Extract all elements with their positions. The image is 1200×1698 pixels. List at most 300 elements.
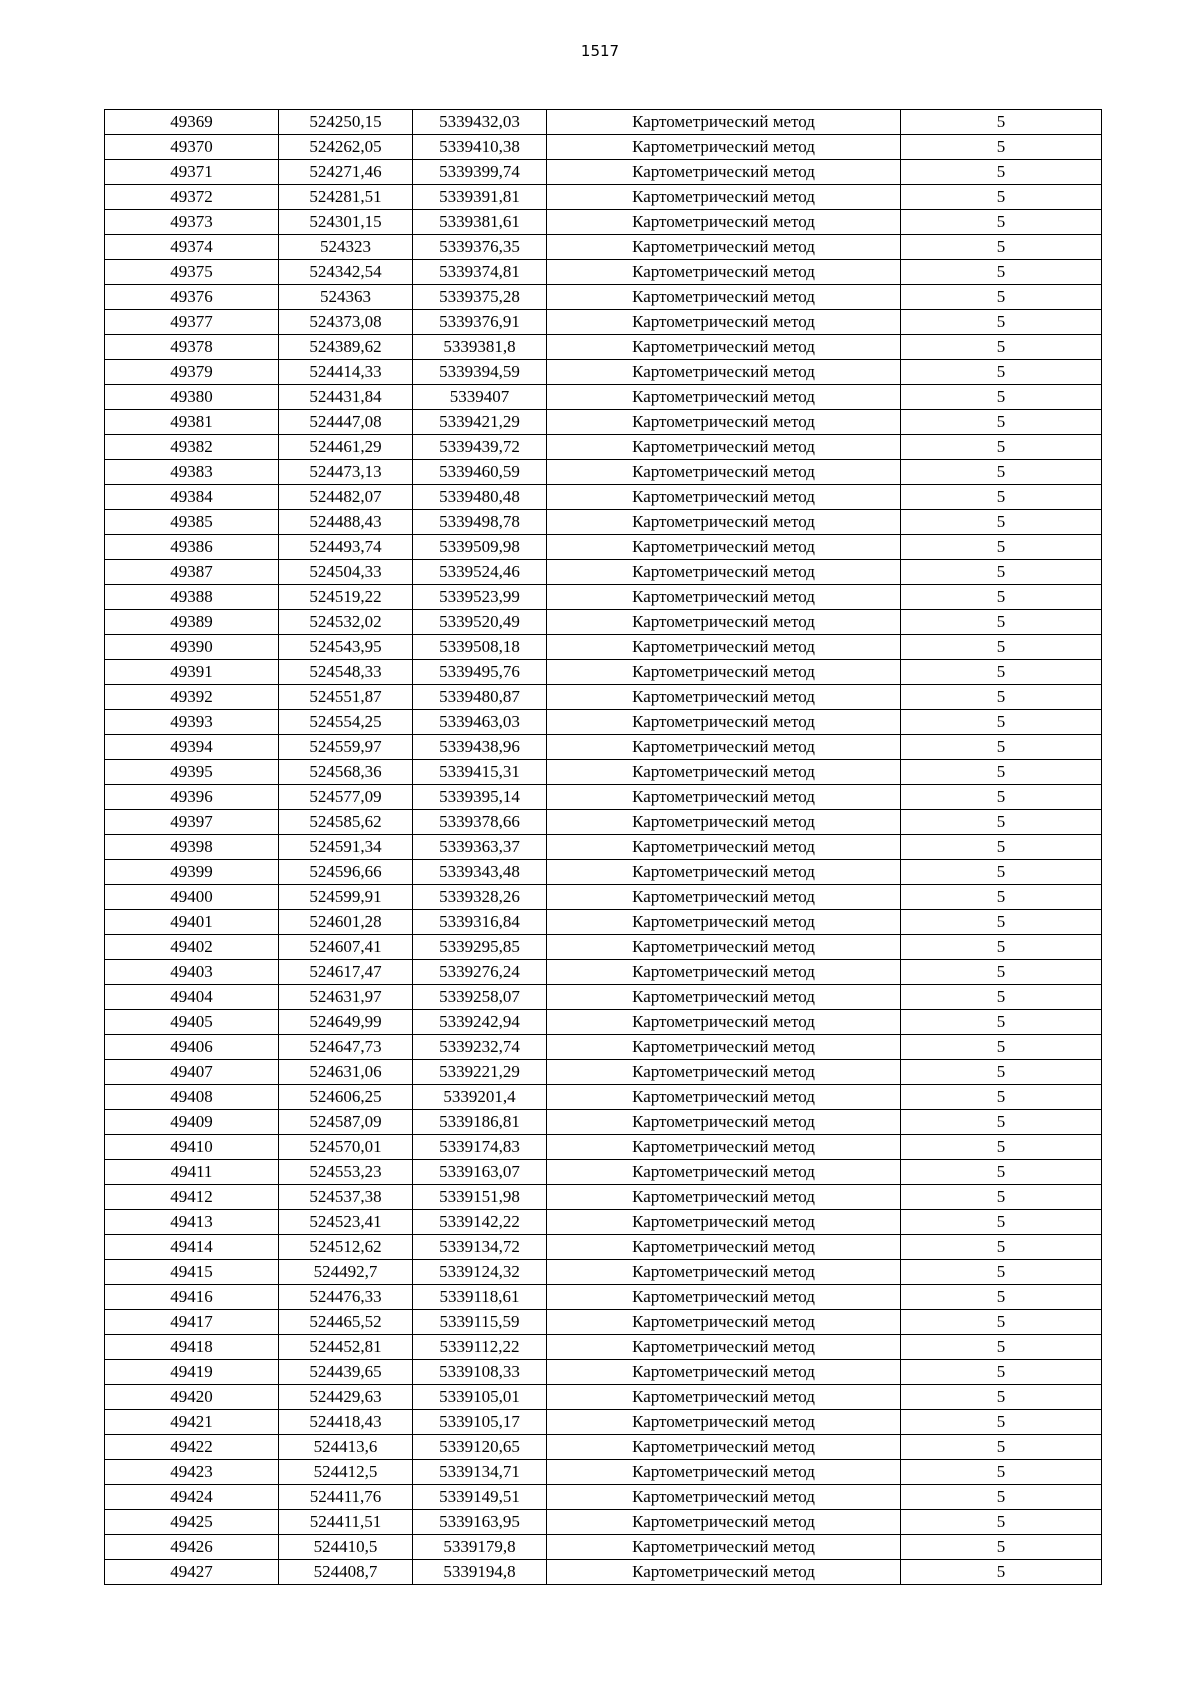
y-coordinate-cell: 5339276,24 [413,960,547,985]
x-coordinate-cell: 524465,52 [279,1310,413,1335]
x-coordinate-cell: 524606,25 [279,1085,413,1110]
accuracy-cell: 5 [901,960,1102,985]
y-coordinate-cell: 5339520,49 [413,610,547,635]
method-cell: Картометрический метод [547,785,901,810]
point-number-cell: 49378 [105,335,279,360]
accuracy-cell: 5 [901,635,1102,660]
x-coordinate-cell: 524412,5 [279,1460,413,1485]
y-coordinate-cell: 5339363,37 [413,835,547,860]
table-row [105,560,1102,585]
accuracy-cell: 5 [901,585,1102,610]
x-coordinate-cell: 524554,25 [279,710,413,735]
x-coordinate-cell: 524543,95 [279,635,413,660]
point-number-cell: 49372 [105,185,279,210]
x-coordinate-cell: 524411,51 [279,1510,413,1535]
accuracy-cell: 5 [901,310,1102,335]
table-row [105,235,1102,260]
accuracy-cell: 5 [901,1385,1102,1410]
method-cell: Картометрический метод [547,385,901,410]
accuracy-cell: 5 [901,460,1102,485]
y-coordinate-cell: 5339201,4 [413,1085,547,1110]
y-coordinate-cell: 5339508,18 [413,635,547,660]
x-coordinate-cell: 524373,08 [279,310,413,335]
table-row [105,860,1102,885]
y-coordinate-cell: 5339376,35 [413,235,547,260]
point-number-cell: 49418 [105,1335,279,1360]
x-coordinate-cell: 524488,43 [279,510,413,535]
y-coordinate-cell: 5339163,07 [413,1160,547,1185]
x-coordinate-cell: 524301,15 [279,210,413,235]
accuracy-cell: 5 [901,1310,1102,1335]
x-coordinate-cell: 524577,09 [279,785,413,810]
y-coordinate-cell: 5339179,8 [413,1535,547,1560]
accuracy-cell: 5 [901,335,1102,360]
x-coordinate-cell: 524342,54 [279,260,413,285]
y-coordinate-cell: 5339480,87 [413,685,547,710]
table-row [105,535,1102,560]
table-row [105,735,1102,760]
method-cell: Картометрический метод [547,185,901,210]
y-coordinate-cell: 5339381,61 [413,210,547,235]
x-coordinate-cell: 524587,09 [279,1110,413,1135]
x-coordinate-cell: 524512,62 [279,1235,413,1260]
accuracy-cell: 5 [901,185,1102,210]
y-coordinate-cell: 5339115,59 [413,1310,547,1335]
table-row [105,835,1102,860]
accuracy-cell: 5 [901,1485,1102,1510]
x-coordinate-cell: 524413,6 [279,1435,413,1460]
x-coordinate-cell: 524647,73 [279,1035,413,1060]
point-number-cell: 49393 [105,710,279,735]
method-cell: Картометрический метод [547,810,901,835]
method-cell: Картометрический метод [547,1260,901,1285]
method-cell: Картометрический метод [547,660,901,685]
x-coordinate-cell: 524429,63 [279,1385,413,1410]
method-cell: Картометрический метод [547,210,901,235]
method-cell: Картометрический метод [547,1160,901,1185]
method-cell: Картометрический метод [547,160,901,185]
point-number-cell: 49373 [105,210,279,235]
table-row [105,1035,1102,1060]
method-cell: Картометрический метод [547,1335,901,1360]
table-row [105,1435,1102,1460]
point-number-cell: 49376 [105,285,279,310]
table-row [105,935,1102,960]
y-coordinate-cell: 5339415,31 [413,760,547,785]
method-cell: Картометрический метод [547,1085,901,1110]
x-coordinate-cell: 524281,51 [279,185,413,210]
point-number-cell: 49380 [105,385,279,410]
point-number-cell: 49409 [105,1110,279,1135]
point-number-cell: 49405 [105,1010,279,1035]
y-coordinate-cell: 5339394,59 [413,360,547,385]
point-number-cell: 49390 [105,635,279,660]
point-number-cell: 49391 [105,660,279,685]
table-row [105,310,1102,335]
accuracy-cell: 5 [901,1535,1102,1560]
accuracy-cell: 5 [901,610,1102,635]
table-row [105,410,1102,435]
table-row [105,260,1102,285]
table-row [105,1085,1102,1110]
x-coordinate-cell: 524452,81 [279,1335,413,1360]
y-coordinate-cell: 5339295,85 [413,935,547,960]
accuracy-cell: 5 [901,360,1102,385]
y-coordinate-cell: 5339523,99 [413,585,547,610]
method-cell: Картометрический метод [547,985,901,1010]
y-coordinate-cell: 5339118,61 [413,1285,547,1310]
point-number-cell: 49374 [105,235,279,260]
accuracy-cell: 5 [901,1060,1102,1085]
y-coordinate-cell: 5339439,72 [413,435,547,460]
accuracy-cell: 5 [901,1560,1102,1585]
point-number-cell: 49404 [105,985,279,1010]
point-number-cell: 49407 [105,1060,279,1085]
point-number-cell: 49425 [105,1510,279,1535]
method-cell: Картометрический метод [547,560,901,585]
y-coordinate-cell: 5339495,76 [413,660,547,685]
x-coordinate-cell: 524537,38 [279,1185,413,1210]
point-number-cell: 49416 [105,1285,279,1310]
table-row [105,1310,1102,1335]
table-row [105,160,1102,185]
method-cell: Картометрический метод [547,635,901,660]
x-coordinate-cell: 524548,33 [279,660,413,685]
accuracy-cell: 5 [901,1235,1102,1260]
method-cell: Картометрический метод [547,485,901,510]
y-coordinate-cell: 5339105,17 [413,1410,547,1435]
table-row [105,510,1102,535]
y-coordinate-cell: 5339242,94 [413,1010,547,1035]
accuracy-cell: 5 [901,1010,1102,1035]
table-row [105,1360,1102,1385]
method-cell: Картометрический метод [547,1535,901,1560]
table-row [105,1260,1102,1285]
accuracy-cell: 5 [901,510,1102,535]
point-number-cell: 49411 [105,1160,279,1185]
point-number-cell: 49385 [105,510,279,535]
method-cell: Картометрический метод [547,710,901,735]
accuracy-cell: 5 [901,885,1102,910]
method-cell: Картометрический метод [547,335,901,360]
accuracy-cell: 5 [901,210,1102,235]
table-row [105,335,1102,360]
method-cell: Картометрический метод [547,410,901,435]
point-number-cell: 49403 [105,960,279,985]
method-cell: Картометрический метод [547,585,901,610]
method-cell: Картометрический метод [547,935,901,960]
accuracy-cell: 5 [901,685,1102,710]
table-row [105,1510,1102,1535]
method-cell: Картометрический метод [547,610,901,635]
table-row [105,685,1102,710]
method-cell: Картометрический метод [547,760,901,785]
method-cell: Картометрический метод [547,1310,901,1335]
table-row [105,1060,1102,1085]
method-cell: Картометрический метод [547,1410,901,1435]
method-cell: Картометрический метод [547,1210,901,1235]
point-number-cell: 49392 [105,685,279,710]
table-row [105,1185,1102,1210]
y-coordinate-cell: 5339120,65 [413,1435,547,1460]
method-cell: Картометрический метод [547,1110,901,1135]
point-number-cell: 49379 [105,360,279,385]
point-number-cell: 49377 [105,310,279,335]
accuracy-cell: 5 [901,1510,1102,1535]
accuracy-cell: 5 [901,385,1102,410]
point-number-cell: 49408 [105,1085,279,1110]
x-coordinate-cell: 524553,23 [279,1160,413,1185]
y-coordinate-cell: 5339395,14 [413,785,547,810]
accuracy-cell: 5 [901,1260,1102,1285]
x-coordinate-cell: 524411,76 [279,1485,413,1510]
table-row [105,1460,1102,1485]
point-number-cell: 49399 [105,860,279,885]
accuracy-cell: 5 [901,985,1102,1010]
x-coordinate-cell: 524250,15 [279,110,413,135]
table-row [105,1335,1102,1360]
accuracy-cell: 5 [901,260,1102,285]
y-coordinate-cell: 5339463,03 [413,710,547,735]
y-coordinate-cell: 5339174,83 [413,1135,547,1160]
accuracy-cell: 5 [901,1035,1102,1060]
accuracy-cell: 5 [901,1085,1102,1110]
table-row [105,485,1102,510]
x-coordinate-cell: 524568,36 [279,760,413,785]
table-row [105,810,1102,835]
x-coordinate-cell: 524585,62 [279,810,413,835]
x-coordinate-cell: 524631,06 [279,1060,413,1085]
accuracy-cell: 5 [901,135,1102,160]
method-cell: Картометрический метод [547,1235,901,1260]
point-number-cell: 49415 [105,1260,279,1285]
x-coordinate-cell: 524408,7 [279,1560,413,1585]
y-coordinate-cell: 5339108,33 [413,1360,547,1385]
table-row [105,1135,1102,1160]
point-number-cell: 49383 [105,460,279,485]
accuracy-cell: 5 [901,760,1102,785]
method-cell: Картометрический метод [547,1035,901,1060]
point-number-cell: 49398 [105,835,279,860]
y-coordinate-cell: 5339524,46 [413,560,547,585]
point-number-cell: 49426 [105,1535,279,1560]
accuracy-cell: 5 [901,435,1102,460]
y-coordinate-cell: 5339316,84 [413,910,547,935]
table-row [105,635,1102,660]
point-number-cell: 49381 [105,410,279,435]
accuracy-cell: 5 [901,785,1102,810]
table-row [105,285,1102,310]
x-coordinate-cell: 524631,97 [279,985,413,1010]
y-coordinate-cell: 5339375,28 [413,285,547,310]
y-coordinate-cell: 5339391,81 [413,185,547,210]
point-number-cell: 49402 [105,935,279,960]
accuracy-cell: 5 [901,110,1102,135]
y-coordinate-cell: 5339124,32 [413,1260,547,1285]
table-row [105,185,1102,210]
y-coordinate-cell: 5339163,95 [413,1510,547,1535]
table-row [105,1160,1102,1185]
x-coordinate-cell: 524418,43 [279,1410,413,1435]
y-coordinate-cell: 5339460,59 [413,460,547,485]
point-number-cell: 49388 [105,585,279,610]
accuracy-cell: 5 [901,1210,1102,1235]
method-cell: Картометрический метод [547,260,901,285]
point-number-cell: 49386 [105,535,279,560]
method-cell: Картометрический метод [547,1010,901,1035]
point-number-cell: 49384 [105,485,279,510]
table-row [105,1285,1102,1310]
method-cell: Картометрический метод [547,1460,901,1485]
method-cell: Картометрический метод [547,1285,901,1310]
method-cell: Картометрический метод [547,310,901,335]
accuracy-cell: 5 [901,810,1102,835]
method-cell: Картометрический метод [547,1560,901,1585]
x-coordinate-cell: 524363 [279,285,413,310]
x-coordinate-cell: 524504,33 [279,560,413,585]
accuracy-cell: 5 [901,1285,1102,1310]
accuracy-cell: 5 [901,710,1102,735]
table-row [105,785,1102,810]
coordinates-table [104,109,1102,1585]
table-row [105,610,1102,635]
method-cell: Картометрический метод [547,1435,901,1460]
accuracy-cell: 5 [901,1110,1102,1135]
x-coordinate-cell: 524447,08 [279,410,413,435]
y-coordinate-cell: 5339149,51 [413,1485,547,1510]
table-row [105,910,1102,935]
x-coordinate-cell: 524532,02 [279,610,413,635]
table-row [105,435,1102,460]
method-cell: Картометрический метод [547,510,901,535]
method-cell: Картометрический метод [547,535,901,560]
table-row [105,985,1102,1010]
accuracy-cell: 5 [901,1335,1102,1360]
table-row [105,385,1102,410]
accuracy-cell: 5 [901,1160,1102,1185]
point-number-cell: 49371 [105,160,279,185]
x-coordinate-cell: 524473,13 [279,460,413,485]
x-coordinate-cell: 524262,05 [279,135,413,160]
y-coordinate-cell: 5339258,07 [413,985,547,1010]
table-row [105,1010,1102,1035]
table-row [105,460,1102,485]
x-coordinate-cell: 524570,01 [279,1135,413,1160]
method-cell: Картометрический метод [547,285,901,310]
method-cell: Картометрический метод [547,735,901,760]
table-row [105,760,1102,785]
x-coordinate-cell: 524271,46 [279,160,413,185]
x-coordinate-cell: 524591,34 [279,835,413,860]
table-body [105,110,1102,1585]
point-number-cell: 49382 [105,435,279,460]
method-cell: Картометрический метод [547,1485,901,1510]
y-coordinate-cell: 5339186,81 [413,1110,547,1135]
table-row [105,1235,1102,1260]
y-coordinate-cell: 5339432,03 [413,110,547,135]
point-number-cell: 49401 [105,910,279,935]
point-number-cell: 49370 [105,135,279,160]
accuracy-cell: 5 [901,1435,1102,1460]
x-coordinate-cell: 524599,91 [279,885,413,910]
table-row [105,1110,1102,1135]
table-row [105,660,1102,685]
x-coordinate-cell: 524323 [279,235,413,260]
table-row [105,1410,1102,1435]
table-row [105,135,1102,160]
point-number-cell: 49412 [105,1185,279,1210]
x-coordinate-cell: 524559,97 [279,735,413,760]
method-cell: Картометрический метод [547,460,901,485]
table-row [105,1385,1102,1410]
x-coordinate-cell: 524649,99 [279,1010,413,1035]
accuracy-cell: 5 [901,560,1102,585]
x-coordinate-cell: 524492,7 [279,1260,413,1285]
point-number-cell: 49417 [105,1310,279,1335]
point-number-cell: 49414 [105,1235,279,1260]
y-coordinate-cell: 5339438,96 [413,735,547,760]
accuracy-cell: 5 [901,1185,1102,1210]
y-coordinate-cell: 5339105,01 [413,1385,547,1410]
x-coordinate-cell: 524493,74 [279,535,413,560]
point-number-cell: 49387 [105,560,279,585]
table-row [105,585,1102,610]
point-number-cell: 49420 [105,1385,279,1410]
y-coordinate-cell: 5339381,8 [413,335,547,360]
y-coordinate-cell: 5339194,8 [413,1560,547,1585]
accuracy-cell: 5 [901,835,1102,860]
y-coordinate-cell: 5339221,29 [413,1060,547,1085]
y-coordinate-cell: 5339343,48 [413,860,547,885]
y-coordinate-cell: 5339151,98 [413,1185,547,1210]
x-coordinate-cell: 524389,62 [279,335,413,360]
y-coordinate-cell: 5339134,72 [413,1235,547,1260]
method-cell: Картометрический метод [547,135,901,160]
y-coordinate-cell: 5339376,91 [413,310,547,335]
point-number-cell: 49424 [105,1485,279,1510]
point-number-cell: 49410 [105,1135,279,1160]
method-cell: Картометрический метод [547,235,901,260]
table-row [105,710,1102,735]
accuracy-cell: 5 [901,235,1102,260]
y-coordinate-cell: 5339410,38 [413,135,547,160]
accuracy-cell: 5 [901,160,1102,185]
y-coordinate-cell: 5339232,74 [413,1035,547,1060]
point-number-cell: 49422 [105,1435,279,1460]
accuracy-cell: 5 [901,935,1102,960]
point-number-cell: 49423 [105,1460,279,1485]
y-coordinate-cell: 5339421,29 [413,410,547,435]
method-cell: Картометрический метод [547,1510,901,1535]
point-number-cell: 49421 [105,1410,279,1435]
accuracy-cell: 5 [901,735,1102,760]
table-row [105,110,1102,135]
point-number-cell: 49397 [105,810,279,835]
table-row [105,1210,1102,1235]
method-cell: Картометрический метод [547,835,901,860]
x-coordinate-cell: 524523,41 [279,1210,413,1235]
x-coordinate-cell: 524482,07 [279,485,413,510]
method-cell: Картометрический метод [547,960,901,985]
method-cell: Картометрический метод [547,885,901,910]
accuracy-cell: 5 [901,860,1102,885]
method-cell: Картометрический метод [547,685,901,710]
x-coordinate-cell: 524551,87 [279,685,413,710]
point-number-cell: 49406 [105,1035,279,1060]
method-cell: Картометрический метод [547,1360,901,1385]
y-coordinate-cell: 5339112,22 [413,1335,547,1360]
point-number-cell: 49400 [105,885,279,910]
